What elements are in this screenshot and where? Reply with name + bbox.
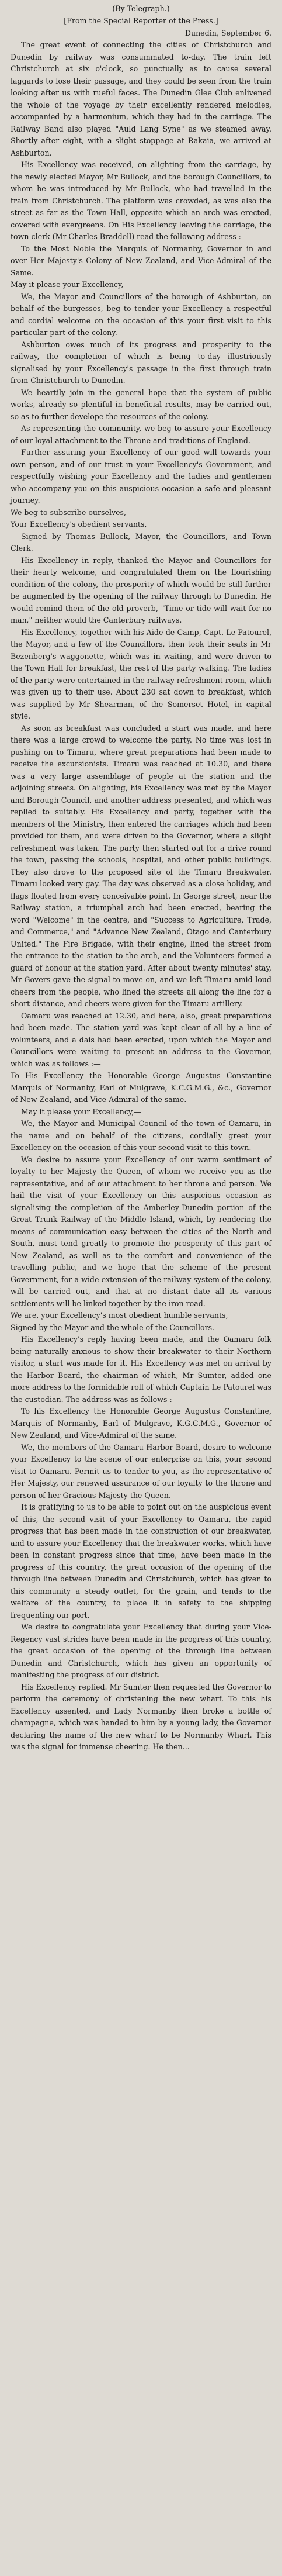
article-paragraph: We beg to subscribe ourselves, xyxy=(11,507,127,517)
article-paragraph: We, the members of the Oamaru Harbor Board, desire to welcome your Excellency to the scene of our enterprise on this, your second visit to Oamaru. Permit us to tender to you, as the representative of Her Majesty, our renewed assurance of our loyalty to the throne and person of her Gracious Majesty the Queen. xyxy=(11,1442,271,1500)
article-paragraph: The great event of connecting the cities of Christchurch and Dunedin by railway was consummated to-day. The train left Christchurch at six o'clock, so punctually as to cause several laggards to lose their passage, and they could be seen from the train looking after us with rueful faces. The Dunedin Glee Club enlivened the whole of the voyage by their excellently rendered melodies, accompanied by a harmonium, which they had in the carriage. The Railway Band also played "Auld Lang Syne" as we steamed away. Shortly after eight, with a slight stoppage at Rakaia, we arrived at Ashburton. xyxy=(11,40,271,157)
article-paragraph: May it please your Excellency,— xyxy=(21,1107,141,1116)
article-paragraph: Further assuring your Excellency of our good will towards your own person, and of our trust in your Excellency's Government, and respectfully wishing your Excellency and the ladies and gentlemen who accompany you on this auspicious occasion a safe and pleasant journey. xyxy=(11,448,271,505)
article-paragraph: We are, your Excellency's most obedient humble servants, xyxy=(11,1311,228,1320)
article-paragraph: His Excellency in reply, thanked the Mayor and Councillors for their hearty welcome, and congratulated them on the flourishing condition of the colony, the prosperity of which would be still further be augmented by the opening of the railway through to Dunedin. He would remind them of the old proverb, "Time or tide will wait for no man," neither would the Canterbury railways. xyxy=(11,555,271,624)
article-paragraph: As representing the community, we beg to assure your Excellency of our loyal attachment to the Throne and traditions of England. xyxy=(11,424,271,445)
article-paragraph: Signed by the Mayor and the whole of the Councillors. xyxy=(11,1322,215,1332)
article-paragraph: To the Most Noble the Marquis of Normanby, Governor in and over Her Majesty's Colony of New Zealand, and Vice-Admiral of the Same. xyxy=(11,244,271,277)
article-paragraph: Ashburton owes much of its progress and prosperity to the railway, the completion of which is being to-day illustriously signalised by your Excellency's passage in the first through train from Christchurch to Dunedin. xyxy=(11,340,271,385)
article-paragraph: We, the Mayor and Councillors of the borough of Ashburton, on behalf of the burgesses, beg to tender your Excellency a respectful and cordial welcome on the occasion of this your first visit to this particular part of the colony. xyxy=(11,292,271,337)
article-paragraph: To his Excellency the Honorable George Augustus Constantine, Marquis of Normanby, Earl of Mulgrave, K.G.C.M.G., Governor of New Zealand, and Vice-Admiral of the same. xyxy=(11,1407,271,1439)
article-paragraph: As soon as breakfast was concluded a start was made, and here there was a large crowd to welcome the party. No time was lost in pushing on to Timaru, where great preparations had been made to receive the excursionists. Timaru was reached at 10.30, and there was a very large assemblage of people at the station and the adjoining streets. On alighting, his Excellency was met by the Mayor and Borough Council, and another address presented, and which was replied to suitably. His Excellency and party, together with the members of the Ministry, then entered the carriages which had been provided for them, and were driven to the Governor, where a slight refreshment was taken. The party then started out for a drive round the town, passing the schools, hospital, and other public buildings. They also drove to the proposed site of the Timaru Breakwater. Timaru looked very gay. The day was observed as a close holiday, and flags floated from every conceivable point. In George street, near the Railway station, a triumphal arch had been erected, bearing the word "Welcome" in the centre, and "Success to Agriculture, Trade, and Commerce," and "Advance New Zealand, Otago and Canterbury United." The Fire Brigade, with their engine, lined the street from the entrance to the station to the arch, and the Volunteers formed a guard of honour at the station yard. After about twenty minutes' stay, Mr Govers gave the signal to move on, and we left Timaru amid loud cheers from the people, who lined the streets all along the line for a short distance, and cheers were given for the Timaru artillery. xyxy=(11,723,271,1008)
article-paragraph: We, the Mayor and Municipal Council of the town of Oamaru, in the name and on behalf of the citizens, cordially greet your Excellency on the occasion of this your second visit to this town. xyxy=(11,1119,271,1152)
article-byline: (By Telegraph.) xyxy=(112,4,170,13)
article-paragraph: His Excellency was received, on alighting from the carriage, by the newly elected Mayor, Mr Bullock, and the borough Councillors, to whom he was introduced by Mr Bullock, who had travelled in the train from Christchurch. The platform was crowded, as was also the street as far as the Town Hall, opposite which an arch was erected, covered with evergreens. On His Excellency leaving the carriage, the town clerk (Mr Charles Braddell) read the following address :— xyxy=(11,160,271,241)
article-paragraph: Signed by Thomas Bullock, Mayor, the Councillors, and Town Clerk. xyxy=(11,531,271,553)
article-paragraph: May it please your Excellency,— xyxy=(11,280,131,289)
article-paragraph: His Excellency, together with his Aide-de-Camp, Capt. Le Patourel, the Mayor, and a few of the Councillors, then took their seats in Mr Bezenberg's waggonette, which was in waiting, and were driven to the Town Hall for breakfast, the rest of the party walking. The ladies of the party were entertained in the railway refreshment room, which was given up to their use. About 230 sat down to breakfast, which was supplied by Mr Shearman, of the Somerset Hotel, in capital style. xyxy=(11,627,271,720)
article-body xyxy=(11,39,271,1753)
article-source: [From the Special Reporter of the Press.] xyxy=(64,16,218,25)
article-paragraph: To His Excellency the Honorable George Augustus Constantine Marquis of Normanby, Earl of Mulgrave, K.C.G.M.G., &c., Governor of New Zealand, and Vice-Admiral of the same. xyxy=(11,1071,271,1104)
article-paragraph: It is gratifying to us to be able to point out on the auspicious event of this, the second visit of your Excellency to Oamaru, the rapid progress that has been made in the construction of our breakwater, and to assure your Excellency that the breakwater works, which have been in constant progress since that time, have been made in the progress of this country, the great occasion of the opening of the through line between Dunedin and Christchurch, which has given to this community a steady outlet, for the grain, and tends to the welfare of the country, to place it in safety to the shipping frequenting our port. xyxy=(11,1503,271,1620)
article-paragraph: We heartily join in the general hope that the system of public works, already so plentiful in beneficial results, may be carried out, so as to further develope the resources of the colony. xyxy=(11,388,271,421)
article-paragraph: We desire to assure your Excellency of our warm sentiment of loyalty to her Majesty the Queen, of whom we receive you as the representative, and of our attachment to her throne and person. We hail the visit of your Excellency on this auspicious occasion as signalising the completion of the Amberley-Dunedin portion of the Great Trunk Railway of the Middle Island, which, by rendering the means of communication easy between the cities of the North and South, must tend greatly to promote the prosperity of this part of New Zealand, as well as to the comfort and convenience of the travelling public, and we hope that the scheme of the present Government, for a wide extension of the railway system of the colony, will be carried out, and that at no distant date all its various settlements will be linked together by the iron road. xyxy=(11,1155,271,1308)
article-paragraph: His Excellency replied. Mr Sumter then requested the Governor to perform the ceremony of christening the new wharf. To this his Excellency assented, and Lady Normanby then broke a bottle of champagne, which was handed to him by a young lady, the Governor declaring the name of the new wharf to be Normanby Wharf. This was the signal for immense cheering. He then... xyxy=(11,1682,271,1751)
article-paragraph: Your Excellency's obedient servants, xyxy=(11,520,147,529)
article-paragraph: Oamaru was reached at 12.30, and here, also, great preparations had been made. The station yard was kept clear of all by a line of volunteers, and a dais had been erected, upon which the Mayor and Councillors were waiting to present an address to the Governor, which was as follows :— xyxy=(11,1011,271,1068)
article-dateline: Dunedin, September 6. xyxy=(184,29,271,37)
article-paragraph: We desire to congratulate your Excellency that during your Vice-Regency vast strides have been made in the progress of this country, the great occasion of the opening of the through line between Dunedin and Christchurch, which has given an opportunity of manifesting the progress of our district. xyxy=(11,1622,271,1679)
article-paragraph: His Excellency's reply having been made, and the Oamaru folk being naturally anxious to show their breakwater to their Northern visitor, a start was made for it. His Excellency was met on arrival by the Harbor Board, the chairman of which, Mr Sumter, added one more address to the formidable roll of which Captain Le Patourel was the custodian. The address was as follows :— xyxy=(11,1335,271,1404)
